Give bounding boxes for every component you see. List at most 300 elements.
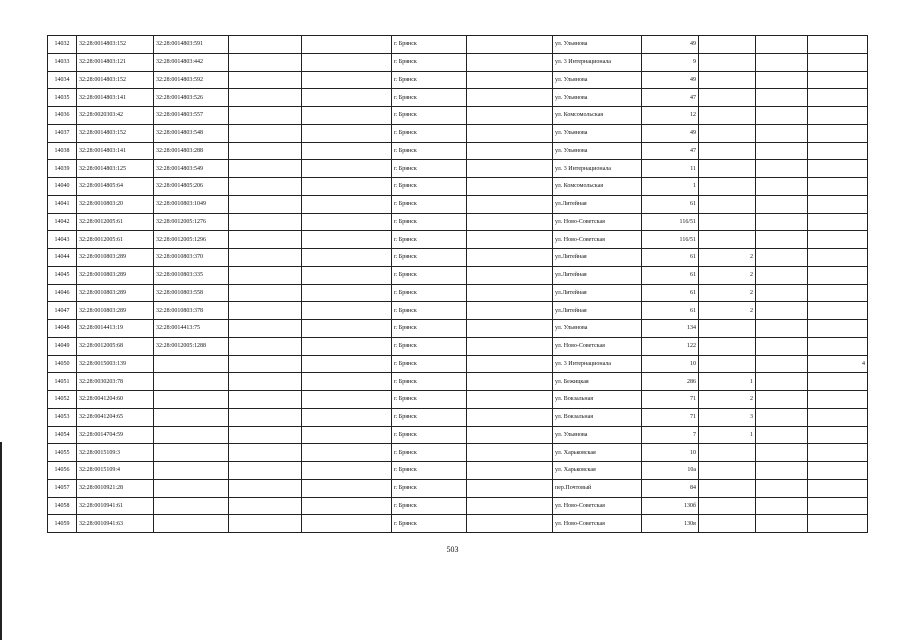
cell-house-number: 130в: [642, 515, 699, 533]
cell-empty: [467, 213, 553, 231]
cell-empty: [756, 444, 808, 462]
cell-city: г. Брянск: [392, 320, 467, 338]
cell-city: г. Брянск: [392, 249, 467, 267]
cell-empty: [302, 515, 392, 533]
cell-empty: [302, 249, 392, 267]
cell-object-cadastral-number: [154, 426, 229, 444]
cell-empty: [467, 515, 553, 533]
cell-street: ул. Ново-Советская: [553, 515, 642, 533]
cell-apartment-number: [808, 142, 868, 160]
cell-empty: [302, 36, 392, 54]
table-row: [48, 337, 868, 355]
cell-empty: [302, 231, 392, 249]
cell-street: ул.Литейная: [553, 195, 642, 213]
cell-house-number: 116/51: [642, 231, 699, 249]
cell-record-number: 14045: [48, 266, 77, 284]
cell-city: г. Брянск: [392, 213, 467, 231]
cell-empty: [302, 71, 392, 89]
cell-city: г. Брянск: [392, 107, 467, 125]
cell-apartment-number: [808, 337, 868, 355]
cell-street: ул.Литейная: [553, 284, 642, 302]
cell-record-number: 14042: [48, 213, 77, 231]
cell-record-number: 14038: [48, 142, 77, 160]
cell-street: ул. 3 Интернационала: [553, 53, 642, 71]
cell-record-number: 14054: [48, 426, 77, 444]
cell-empty: [756, 515, 808, 533]
cell-empty: [302, 391, 392, 409]
table-row: [48, 213, 868, 231]
cell-parcel-cadastral-number: 32:28:0014803:121: [77, 53, 154, 71]
cell-house-number: 71: [642, 391, 699, 409]
cell-empty: [302, 355, 392, 373]
table-row: [48, 355, 868, 373]
table-row: [48, 266, 868, 284]
cell-record-number: 14044: [48, 249, 77, 267]
cell-apartment-number: [808, 124, 868, 142]
cell-apartment-number: [808, 462, 868, 480]
cell-empty: [302, 444, 392, 462]
cell-city: г. Брянск: [392, 515, 467, 533]
cell-empty: [756, 231, 808, 249]
cell-object-cadastral-number: [154, 515, 229, 533]
cell-empty: [467, 71, 553, 89]
cell-empty: [756, 53, 808, 71]
cell-empty: [302, 320, 392, 338]
cell-building-number: [699, 71, 756, 89]
table-row: [48, 71, 868, 89]
cell-record-number: 14036: [48, 107, 77, 125]
cell-empty: [229, 231, 302, 249]
cell-empty: [467, 373, 553, 391]
cell-building-number: [699, 515, 756, 533]
cell-empty: [229, 71, 302, 89]
cell-parcel-cadastral-number: 32:28:0010803:289: [77, 302, 154, 320]
cell-object-cadastral-number: 32:28:0014803:548: [154, 124, 229, 142]
cell-empty: [467, 160, 553, 178]
cell-object-cadastral-number: [154, 373, 229, 391]
table-row: [48, 373, 868, 391]
cell-house-number: 10: [642, 355, 699, 373]
cell-empty: [302, 160, 392, 178]
cell-empty: [756, 391, 808, 409]
cell-city: г. Брянск: [392, 178, 467, 196]
cell-apartment-number: [808, 284, 868, 302]
cell-street: ул. Ново-Советская: [553, 337, 642, 355]
cell-parcel-cadastral-number: 32:28:0014803:152: [77, 71, 154, 89]
cell-empty: [756, 178, 808, 196]
table-row: [48, 479, 868, 497]
cell-empty: [229, 337, 302, 355]
cell-street: ул. Харьковская: [553, 462, 642, 480]
cell-empty: [756, 462, 808, 480]
cell-record-number: 14056: [48, 462, 77, 480]
cell-apartment-number: [808, 195, 868, 213]
cell-object-cadastral-number: 32:28:0014413:75: [154, 320, 229, 338]
cell-record-number: 14034: [48, 71, 77, 89]
table-row: [48, 231, 868, 249]
cell-empty: [756, 408, 808, 426]
cell-object-cadastral-number: [154, 391, 229, 409]
cell-empty: [756, 355, 808, 373]
cell-street: пер.Почтовый: [553, 479, 642, 497]
cell-house-number: 116/51: [642, 213, 699, 231]
cell-empty: [229, 320, 302, 338]
cell-empty: [229, 89, 302, 107]
cell-object-cadastral-number: 32:28:0012005:1296: [154, 231, 229, 249]
cell-city: г. Брянск: [392, 71, 467, 89]
cell-city: г. Брянск: [392, 479, 467, 497]
cell-street: ул. Ульянова: [553, 89, 642, 107]
cell-empty: [229, 266, 302, 284]
table-row: [48, 444, 868, 462]
cell-parcel-cadastral-number: 32:28:0014805:64: [77, 178, 154, 196]
cell-house-number: 49: [642, 124, 699, 142]
cell-empty: [756, 107, 808, 125]
cell-empty: [229, 444, 302, 462]
table-row: [48, 178, 868, 196]
cell-city: г. Брянск: [392, 302, 467, 320]
cell-building-number: [699, 160, 756, 178]
cell-building-number: [699, 337, 756, 355]
cell-house-number: 49: [642, 71, 699, 89]
table-row: [48, 53, 868, 71]
cell-house-number: 61: [642, 195, 699, 213]
cell-empty: [756, 302, 808, 320]
cell-city: г. Брянск: [392, 391, 467, 409]
cell-record-number: 14043: [48, 231, 77, 249]
cell-building-number: [699, 479, 756, 497]
cell-street: ул. Бежицкая: [553, 373, 642, 391]
cell-city: г. Брянск: [392, 195, 467, 213]
cell-empty: [467, 302, 553, 320]
cell-empty: [302, 426, 392, 444]
cell-empty: [467, 249, 553, 267]
cell-building-number: [699, 231, 756, 249]
cell-parcel-cadastral-number: 32:28:0014704:59: [77, 426, 154, 444]
cell-city: г. Брянск: [392, 266, 467, 284]
cell-empty: [229, 302, 302, 320]
cell-object-cadastral-number: 32:28:0010803:378: [154, 302, 229, 320]
cell-house-number: 286: [642, 373, 699, 391]
cell-empty: [467, 178, 553, 196]
cell-object-cadastral-number: 32:28:0012005:1288: [154, 337, 229, 355]
cell-parcel-cadastral-number: 32:28:0030203:78: [77, 373, 154, 391]
cell-object-cadastral-number: 32:28:0014803:591: [154, 36, 229, 54]
cell-building-number: [699, 462, 756, 480]
table-row: [48, 249, 868, 267]
cell-record-number: 14049: [48, 337, 77, 355]
cell-record-number: 14058: [48, 497, 77, 515]
cell-record-number: 14032: [48, 36, 77, 54]
cell-apartment-number: [808, 479, 868, 497]
table-row: [48, 195, 868, 213]
cell-object-cadastral-number: 32:28:0014803:288: [154, 142, 229, 160]
cell-apartment-number: [808, 408, 868, 426]
cell-empty: [229, 355, 302, 373]
cell-parcel-cadastral-number: 32:28:0015109:3: [77, 444, 154, 462]
cell-house-number: 61: [642, 249, 699, 267]
cell-street: ул.Литейная: [553, 266, 642, 284]
cell-building-number: [699, 36, 756, 54]
cell-empty: [756, 373, 808, 391]
cell-empty: [229, 124, 302, 142]
cell-street: ул. Вокзальная: [553, 391, 642, 409]
cell-empty: [756, 71, 808, 89]
cell-record-number: 14037: [48, 124, 77, 142]
cell-empty: [229, 408, 302, 426]
cell-street: ул. Ульянова: [553, 320, 642, 338]
cell-building-number: 3: [699, 408, 756, 426]
cell-street: ул. 3 Интернационала: [553, 160, 642, 178]
cell-empty: [756, 195, 808, 213]
cell-building-number: 2: [699, 302, 756, 320]
cell-empty: [302, 479, 392, 497]
cell-parcel-cadastral-number: 32:28:0014803:141: [77, 89, 154, 107]
cell-street: ул. 3 Интернационала: [553, 355, 642, 373]
cell-apartment-number: [808, 266, 868, 284]
cell-empty: [229, 479, 302, 497]
registry-body: [48, 36, 868, 533]
cell-house-number: 61: [642, 302, 699, 320]
cell-empty: [756, 89, 808, 107]
cell-empty: [229, 462, 302, 480]
cell-apartment-number: [808, 178, 868, 196]
cell-object-cadastral-number: 32:28:0014805:206: [154, 178, 229, 196]
cell-empty: [302, 408, 392, 426]
cell-street: ул. Ульянова: [553, 36, 642, 54]
cell-apartment-number: [808, 515, 868, 533]
cell-building-number: [699, 53, 756, 71]
cell-house-number: 7: [642, 426, 699, 444]
table-row: [48, 391, 868, 409]
cell-empty: [229, 497, 302, 515]
cell-object-cadastral-number: 32:28:0014803:592: [154, 71, 229, 89]
cell-parcel-cadastral-number: 32:28:0015109:4: [77, 462, 154, 480]
cell-street: ул. Харьковская: [553, 444, 642, 462]
table-row: [48, 142, 868, 160]
cell-building-number: [699, 195, 756, 213]
cell-city: г. Брянск: [392, 231, 467, 249]
cell-record-number: 14040: [48, 178, 77, 196]
cell-parcel-cadastral-number: 32:28:0041204:60: [77, 391, 154, 409]
cell-record-number: 14050: [48, 355, 77, 373]
cell-parcel-cadastral-number: 32:28:0014413:19: [77, 320, 154, 338]
cell-empty: [229, 249, 302, 267]
cell-city: г. Брянск: [392, 355, 467, 373]
cell-house-number: 10а: [642, 462, 699, 480]
cell-record-number: 14055: [48, 444, 77, 462]
cell-parcel-cadastral-number: 32:28:0010803:289: [77, 249, 154, 267]
cell-house-number: 47: [642, 142, 699, 160]
cell-empty: [302, 337, 392, 355]
cell-record-number: 14046: [48, 284, 77, 302]
cell-building-number: 2: [699, 249, 756, 267]
cell-house-number: 71: [642, 408, 699, 426]
cell-empty: [302, 373, 392, 391]
cell-street: ул.Литейная: [553, 249, 642, 267]
cell-city: г. Брянск: [392, 444, 467, 462]
cell-empty: [756, 142, 808, 160]
cell-empty: [467, 266, 553, 284]
cell-empty: [229, 160, 302, 178]
cell-object-cadastral-number: 32:28:0010803:1049: [154, 195, 229, 213]
cell-parcel-cadastral-number: 32:28:0010921:28: [77, 479, 154, 497]
table-row: [48, 515, 868, 533]
cell-city: г. Брянск: [392, 337, 467, 355]
cell-city: г. Брянск: [392, 124, 467, 142]
cell-parcel-cadastral-number: 32:28:0014803:125: [77, 160, 154, 178]
cell-empty: [229, 515, 302, 533]
cell-apartment-number: [808, 497, 868, 515]
page-number: 503: [446, 545, 459, 554]
cell-empty: [302, 213, 392, 231]
cell-building-number: 2: [699, 284, 756, 302]
cell-apartment-number: [808, 249, 868, 267]
cell-empty: [467, 89, 553, 107]
cell-object-cadastral-number: 32:28:0014803:526: [154, 89, 229, 107]
cell-apartment-number: [808, 444, 868, 462]
cell-empty: [467, 53, 553, 71]
cell-house-number: 130б: [642, 497, 699, 515]
cell-empty: [302, 53, 392, 71]
cell-house-number: 61: [642, 284, 699, 302]
cell-empty: [467, 320, 553, 338]
cell-building-number: [699, 213, 756, 231]
cell-parcel-cadastral-number: 32:28:0014803:141: [77, 142, 154, 160]
cell-city: г. Брянск: [392, 373, 467, 391]
cell-record-number: 14059: [48, 515, 77, 533]
cell-building-number: 1: [699, 426, 756, 444]
cell-empty: [467, 479, 553, 497]
cell-parcel-cadastral-number: 32:28:0014803:152: [77, 36, 154, 54]
cell-street: ул. Ульянова: [553, 142, 642, 160]
cell-empty: [229, 178, 302, 196]
cell-empty: [229, 195, 302, 213]
cell-apartment-number: [808, 320, 868, 338]
cell-parcel-cadastral-number: 32:28:0012005:68: [77, 337, 154, 355]
cell-object-cadastral-number: 32:28:0014803:557: [154, 107, 229, 125]
cell-street: ул. Комсомольская: [553, 107, 642, 125]
cell-empty: [467, 444, 553, 462]
cell-empty: [467, 337, 553, 355]
cell-street: ул. Ульянова: [553, 124, 642, 142]
cell-empty: [229, 373, 302, 391]
table-row: [48, 284, 868, 302]
cell-building-number: [699, 320, 756, 338]
cell-building-number: [699, 142, 756, 160]
cell-building-number: [699, 444, 756, 462]
cell-apartment-number: [808, 71, 868, 89]
cell-object-cadastral-number: [154, 462, 229, 480]
table-row: [48, 89, 868, 107]
cell-house-number: 47: [642, 89, 699, 107]
cell-house-number: 49: [642, 36, 699, 54]
cell-building-number: 2: [699, 391, 756, 409]
cell-empty: [467, 426, 553, 444]
cell-city: г. Брянск: [392, 36, 467, 54]
cell-building-number: [699, 355, 756, 373]
cell-record-number: 14033: [48, 53, 77, 71]
cell-house-number: 134: [642, 320, 699, 338]
cell-empty: [756, 426, 808, 444]
cell-parcel-cadastral-number: 32:28:0014803:152: [77, 124, 154, 142]
cell-empty: [302, 89, 392, 107]
cell-apartment-number: [808, 53, 868, 71]
cell-record-number: 14048: [48, 320, 77, 338]
cell-empty: [302, 462, 392, 480]
cell-city: г. Брянск: [392, 142, 467, 160]
cell-street: ул. Ново-Советская: [553, 497, 642, 515]
cell-record-number: 14041: [48, 195, 77, 213]
cell-object-cadastral-number: 32:28:0010803:558: [154, 284, 229, 302]
cell-empty: [467, 391, 553, 409]
cell-record-number: 14051: [48, 373, 77, 391]
cell-building-number: [699, 124, 756, 142]
cell-object-cadastral-number: [154, 479, 229, 497]
cell-record-number: 14052: [48, 391, 77, 409]
cell-apartment-number: [808, 89, 868, 107]
cell-empty: [756, 36, 808, 54]
cell-city: г. Брянск: [392, 408, 467, 426]
cell-city: г. Брянск: [392, 497, 467, 515]
table-row: [48, 36, 868, 54]
cell-apartment-number: [808, 36, 868, 54]
cell-empty: [467, 497, 553, 515]
cell-parcel-cadastral-number: 32:28:0012005:61: [77, 213, 154, 231]
cell-building-number: [699, 497, 756, 515]
cell-empty: [467, 107, 553, 125]
cell-city: г. Брянск: [392, 89, 467, 107]
table-row: [48, 160, 868, 178]
cell-parcel-cadastral-number: 32:28:0010941:63: [77, 515, 154, 533]
cell-house-number: 10: [642, 444, 699, 462]
cell-empty: [756, 479, 808, 497]
cell-parcel-cadastral-number: 32:28:0010803:289: [77, 266, 154, 284]
cell-empty: [467, 195, 553, 213]
cell-empty: [756, 337, 808, 355]
cell-object-cadastral-number: [154, 497, 229, 515]
cell-empty: [467, 231, 553, 249]
cell-street: ул. Вокзальная: [553, 408, 642, 426]
cell-parcel-cadastral-number: 32:28:0012005:61: [77, 231, 154, 249]
cell-empty: [302, 284, 392, 302]
cell-empty: [302, 178, 392, 196]
cell-empty: [229, 213, 302, 231]
cell-object-cadastral-number: [154, 355, 229, 373]
table-row: [48, 320, 868, 338]
cell-city: г. Брянск: [392, 426, 467, 444]
table-row: [48, 497, 868, 515]
cell-empty: [467, 462, 553, 480]
cell-object-cadastral-number: 32:28:0014803:549: [154, 160, 229, 178]
cell-city: г. Брянск: [392, 462, 467, 480]
cell-empty: [229, 391, 302, 409]
cell-empty: [756, 284, 808, 302]
cell-apartment-number: [808, 231, 868, 249]
cell-house-number: 11: [642, 160, 699, 178]
cell-record-number: 14057: [48, 479, 77, 497]
cell-record-number: 14039: [48, 160, 77, 178]
cell-empty: [467, 36, 553, 54]
table-row: [48, 302, 868, 320]
cell-empty: [229, 36, 302, 54]
cell-city: г. Брянск: [392, 284, 467, 302]
table-row: [48, 107, 868, 125]
cell-apartment-number: [808, 213, 868, 231]
cell-apartment-number: [808, 107, 868, 125]
cell-parcel-cadastral-number: 32:28:0020303:42: [77, 107, 154, 125]
cell-house-number: 61: [642, 266, 699, 284]
